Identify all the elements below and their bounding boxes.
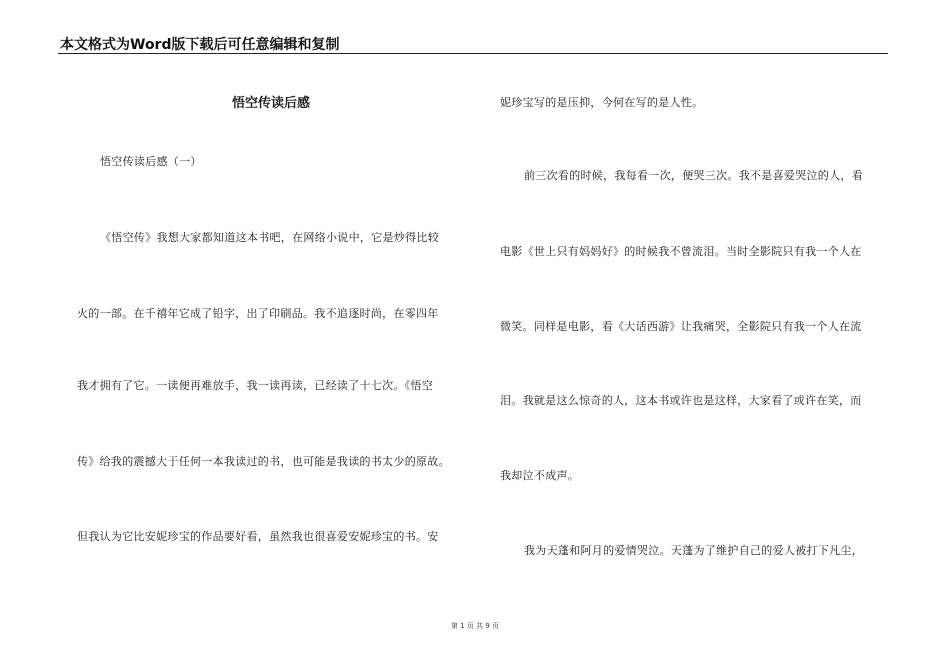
paragraph-line: 火的一部。在千禧年它成了铅字，出了印刷品。我不追逐时尚，在零四年: [77, 307, 439, 320]
paragraph-line: 电影《世上只有妈妈好》的时候我不曾流泪。当时全影院只有我一个人在: [500, 245, 862, 258]
paragraph-line: 前三次看的时候，我每看一次，便哭三次。我不是喜爱哭泣的人，看: [524, 169, 863, 182]
paragraph-line: 微笑。同样是电影，看《大话西游》让我痛哭，全影院只有我一个人在流: [500, 320, 862, 333]
paragraph-line: 我才拥有了它。一读便再难放手，我一读再读，已经读了十七次。《悟空: [77, 379, 434, 392]
paragraph-line: 妮珍宝写的是压抑，今何在写的是人性。: [500, 96, 704, 109]
paragraph-line: 《悟空传》我想大家都知道这本书吧，在网络小说中，它是炒得比较: [100, 231, 439, 244]
paragraph-line: 我为天蓬和阿月的爱情哭泣。天蓬为了维护自己的爱人被打下凡尘，: [524, 544, 863, 557]
paragraph-line: 但我认为它比安妮珍宝的作品要好看，虽然我也很喜爱安妮珍宝的书。安: [77, 530, 439, 543]
paragraph-line: 传》给我的震撼大于任何一本我读过的书，也可能是我读的书太少的原故。: [77, 455, 450, 468]
document-title: 悟空传读后感: [231, 96, 310, 111]
document-banner: 本文格式为Word版下载后可任意编辑和复制: [60, 37, 340, 53]
banner-divider: [58, 53, 888, 54]
paragraph-line: 泪。我就是这么惊奇的人，这本书或许也是这样，大家看了或许在笑，而: [500, 394, 862, 407]
paragraph-line: 我却泣不成声。: [500, 469, 580, 482]
subheading-line: 悟空传读后感（一）: [100, 155, 202, 168]
page-number: 第 1 页 共 9 页: [450, 622, 500, 630]
